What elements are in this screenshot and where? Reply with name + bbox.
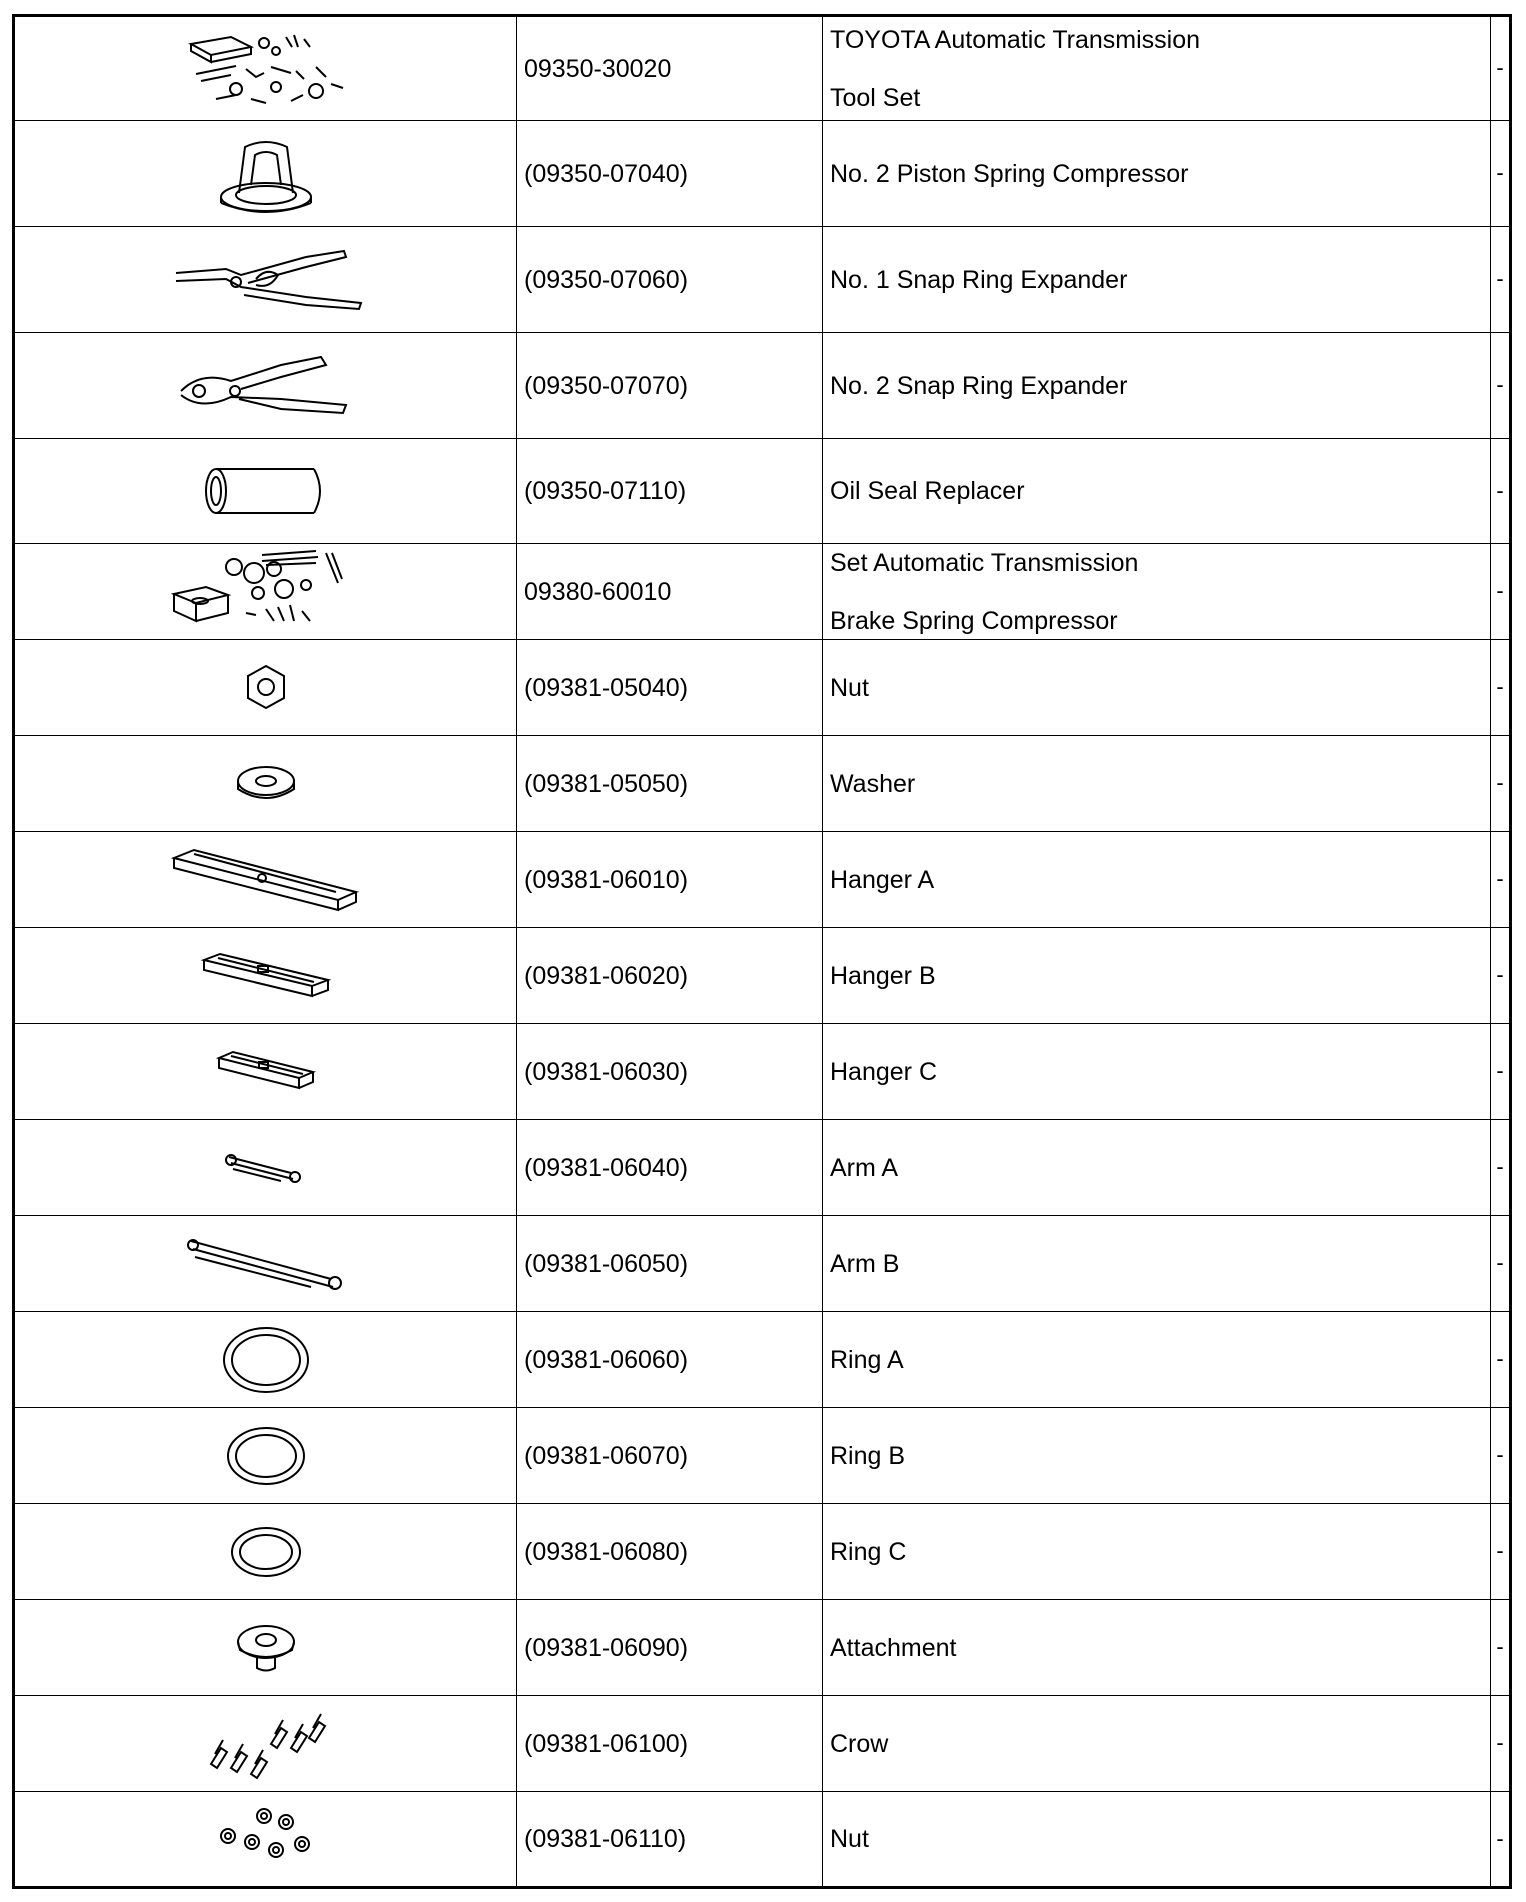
part-name-line: Tool Set (830, 83, 921, 112)
note-cell: - (1491, 1696, 1511, 1792)
tool-illustration-cell (14, 333, 517, 439)
part-name-line: No. 2 Piston Spring Compressor (830, 159, 1189, 188)
tool-illustration-cell (14, 1600, 517, 1696)
part-number: (09381-06080) (517, 1504, 823, 1600)
note-cell: - (1491, 1216, 1511, 1312)
tool-illustration-cell (14, 1216, 517, 1312)
part-number: 09380-60010 (517, 544, 823, 640)
oil-seal-replacer-icon (15, 461, 516, 521)
tool-illustration-cell (14, 439, 517, 544)
tool-row (14, 1312, 1511, 1408)
crow-icon (15, 1704, 516, 1784)
note-cell: - (1491, 1312, 1511, 1408)
part-name-cell (823, 1600, 1491, 1696)
note-cell: - (1491, 736, 1511, 832)
hanger-b-icon (15, 946, 516, 1006)
ring-a-icon (15, 1320, 516, 1400)
part-number: (09381-06020) (517, 928, 823, 1024)
part-name-line: Hanger C (830, 1057, 937, 1086)
part-name-line: Hanger A (830, 865, 935, 894)
part-number: (09381-06090) (517, 1600, 823, 1696)
tool-row (14, 640, 1511, 736)
tool-row (14, 439, 1511, 544)
part-name-line: TOYOTA Automatic Transmission (830, 25, 1201, 54)
part-number: (09350-07070) (517, 333, 823, 439)
note-cell: - (1491, 544, 1511, 640)
tool-row (14, 1024, 1511, 1120)
part-name-line: Arm A (830, 1153, 899, 1182)
note-cell: - (1491, 1408, 1511, 1504)
tool-illustration-cell (14, 1024, 517, 1120)
snap-ring-expander-1-icon (15, 245, 516, 315)
part-name-line: No. 2 Snap Ring Expander (830, 371, 1128, 400)
attachment-icon (15, 1618, 516, 1678)
special-service-tools-table (12, 14, 1512, 1889)
part-number: (09381-06110) (517, 1792, 823, 1888)
tool-illustration-cell (14, 928, 517, 1024)
note-cell: - (1491, 1792, 1511, 1888)
tool-illustration-cell (14, 1120, 517, 1216)
part-name-cell (823, 1216, 1491, 1312)
tool-illustration-cell (14, 640, 517, 736)
tool-illustration-cell (14, 16, 517, 121)
part-number: (09381-06010) (517, 832, 823, 928)
part-name-line: Set Automatic Transmission (830, 548, 1139, 577)
piston-spring-compressor-icon (15, 129, 516, 219)
tool-row (14, 333, 1511, 439)
tool-row (14, 928, 1511, 1024)
tool-row (14, 1792, 1511, 1888)
part-name-cell (823, 1120, 1491, 1216)
part-name-cell (823, 1024, 1491, 1120)
arm-a-icon (15, 1143, 516, 1193)
part-name-cell (823, 16, 1491, 121)
note-cell: - (1491, 1024, 1511, 1120)
tool-row (14, 736, 1511, 832)
part-number: (09381-06100) (517, 1696, 823, 1792)
part-number: 09350-30020 (517, 16, 823, 121)
ring-c-icon (15, 1522, 516, 1582)
tool-set-icon (15, 29, 516, 109)
part-name-line: Hanger B (830, 961, 936, 990)
tool-illustration-cell (14, 1408, 517, 1504)
note-cell: - (1491, 227, 1511, 333)
note-cell: - (1491, 439, 1511, 544)
ring-b-icon (15, 1421, 516, 1491)
part-number: (09381-06040) (517, 1120, 823, 1216)
nut-icon (15, 658, 516, 718)
note-cell: - (1491, 121, 1511, 227)
part-name-cell (823, 1696, 1491, 1792)
tool-row (14, 832, 1511, 928)
part-number: (09350-07060) (517, 227, 823, 333)
part-name-line: Brake Spring Compressor (830, 606, 1118, 635)
tool-row (14, 1408, 1511, 1504)
part-name-line: Attachment (830, 1633, 957, 1662)
tool-illustration-cell (14, 544, 517, 640)
tool-illustration-cell (14, 1504, 517, 1600)
part-name-line: No. 1 Snap Ring Expander (830, 265, 1128, 294)
arm-b-icon (15, 1229, 516, 1299)
part-name-cell (823, 832, 1491, 928)
part-name-line: Crow (830, 1729, 889, 1758)
part-number: (09381-06030) (517, 1024, 823, 1120)
part-name-cell (823, 544, 1491, 640)
part-name-cell (823, 928, 1491, 1024)
part-name-cell (823, 640, 1491, 736)
part-number: (09381-06070) (517, 1408, 823, 1504)
part-name-cell (823, 1408, 1491, 1504)
part-number: (09381-06060) (517, 1312, 823, 1408)
part-name-cell (823, 439, 1491, 544)
part-name-cell (823, 736, 1491, 832)
note-cell: - (1491, 333, 1511, 439)
tool-illustration-cell (14, 227, 517, 333)
note-cell: - (1491, 832, 1511, 928)
tool-row (14, 1504, 1511, 1600)
tool-illustration-cell (14, 1312, 517, 1408)
tool-row (14, 1600, 1511, 1696)
part-number: (09381-05050) (517, 736, 823, 832)
part-name-cell (823, 1504, 1491, 1600)
note-cell: - (1491, 928, 1511, 1024)
note-cell: - (1491, 1600, 1511, 1696)
tool-illustration-cell (14, 832, 517, 928)
hanger-c-icon (15, 1044, 516, 1099)
part-name-line: Nut (830, 1825, 869, 1853)
tool-row (14, 544, 1511, 640)
hanger-a-icon (15, 840, 516, 920)
part-name-line: Oil Seal Replacer (830, 477, 1025, 505)
part-name-cell (823, 121, 1491, 227)
tool-illustration-cell (14, 1792, 517, 1888)
note-cell: - (1491, 640, 1511, 736)
tool-row (14, 1216, 1511, 1312)
part-name-line: Ring A (830, 1345, 904, 1374)
part-name-line: Ring B (830, 1441, 906, 1470)
tool-row (14, 1696, 1511, 1792)
nut-set-icon (15, 1804, 516, 1874)
note-cell: - (1491, 1504, 1511, 1600)
brake-spring-compressor-set-icon (15, 549, 516, 634)
tool-row (14, 121, 1511, 227)
part-number: (09350-07040) (517, 121, 823, 227)
snap-ring-expander-2-icon (15, 351, 516, 421)
note-cell: - (1491, 1120, 1511, 1216)
part-name-cell (823, 1312, 1491, 1408)
part-name-cell (823, 1792, 1491, 1888)
part-name-line: Ring C (830, 1537, 907, 1566)
part-name-line: Washer (830, 769, 916, 798)
part-number: (09350-07110) (517, 439, 823, 544)
part-number: (09381-06050) (517, 1216, 823, 1312)
tool-row (14, 16, 1511, 121)
washer-icon (15, 759, 516, 809)
part-name-cell (823, 333, 1491, 439)
tool-illustration-cell (14, 121, 517, 227)
tool-row (14, 227, 1511, 333)
tool-illustration-cell (14, 736, 517, 832)
note-cell: - (1491, 16, 1511, 121)
part-name-line: Nut (830, 673, 869, 702)
part-number: (09381-05040) (517, 640, 823, 736)
part-name-cell (823, 227, 1491, 333)
part-name-line: Arm B (830, 1249, 900, 1278)
tool-row (14, 1120, 1511, 1216)
tool-illustration-cell (14, 1696, 517, 1792)
